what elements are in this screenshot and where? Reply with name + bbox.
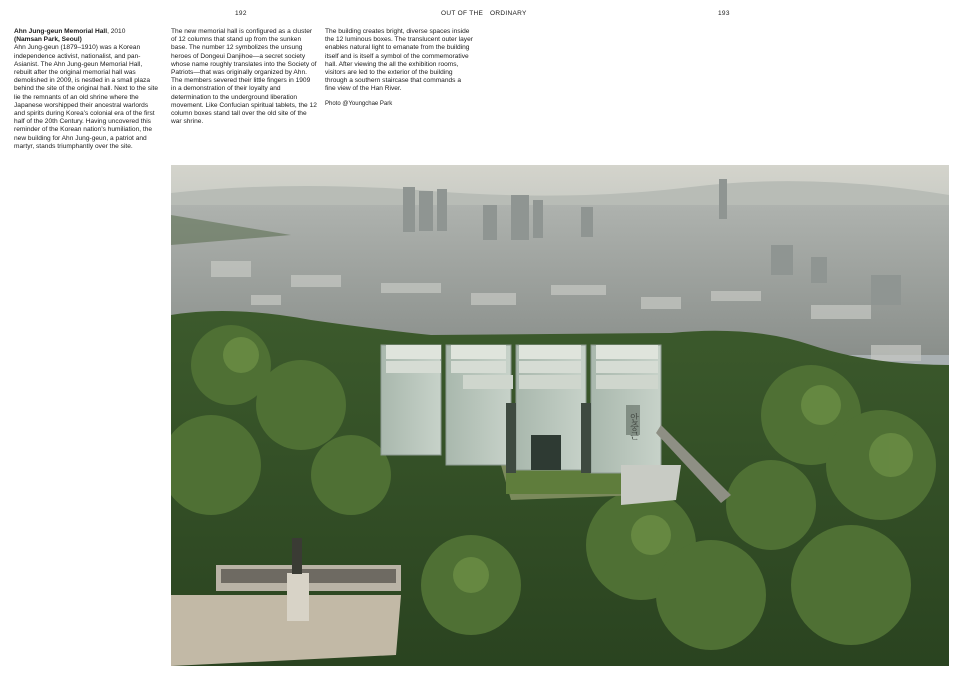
- monument-plaza: [171, 595, 401, 666]
- entrance-ramp: [621, 465, 681, 505]
- column-3-body: The building creates bright, diverse spaces inside the 12 luminous boxes. The translucent outer layer enables natural light to emanate from the building itself and is itself a symbol of the commemorative hall. After viewing the all the exhibition rooms, visitors are led to the exterior of the building through a southern staircase that commands a fine view of the Han River.: [325, 28, 473, 93]
- photo-credit: Photo @Youngchae Park: [325, 100, 393, 107]
- project-heading: [14, 28, 159, 151]
- building-signage: 안중근: [628, 413, 638, 440]
- page-number-right: 193: [718, 10, 730, 17]
- column-2-body: The new memorial hall is configured as a cluster of 12 columns that stand up from the sunken base. The number 12 symbolizes the unsung heroes of Dongeui Danjihoe—a secret society whose name roughly translates into the Society of Patriots—that was originally organized by Ahn. The members severed their little fingers in 1909 in a demonstration of their loyalty and determination to the underground liberation movement. Like Confucian spiritual tablets, the 12 column boxes stand tall over the old site of the war shrine.: [171, 28, 317, 126]
- project-year: , 2010: [107, 28, 126, 35]
- plaza-lawn: [506, 470, 626, 494]
- column-1-body: Ahn Jung-geun (1879–1910) was a Korean independence activist, nationalist, and pan-Asianist. The Ahn Jung-geun Memorial Hall, rebuilt after the original memorial hall was demolished in 2009, is nestled in a small plaza behind the site of the original hall. Next to the site lie the remnants of an old shrine where the Japanese worshipped their ancestral warlords and spirits during Korea’s colonial era of the first half of the 20th Century. Having uncovered this reminder of the Korean nation’s humiliation, the new building for Ahn Jung-geun, a patriot and martyr, stands triumphantly over the site.: [14, 44, 159, 150]
- section-title-part-1: OUT OF THE: [441, 10, 484, 17]
- statue-pedestal: [287, 573, 309, 621]
- aerial-photo-memorial-hall: [171, 165, 949, 666]
- memorial-building: [381, 345, 661, 473]
- section-title-part-2: ORDINARY: [490, 10, 527, 17]
- page-number-left: 192: [235, 10, 247, 17]
- text-column-3: [325, 28, 473, 114]
- project-title: Ahn Jung-geun Memorial Hall: [14, 28, 108, 35]
- text-column-1: [14, 28, 159, 157]
- statue: [292, 538, 302, 574]
- text-column-2: [171, 28, 317, 132]
- project-location: (Namsan Park, Seoul): [14, 36, 82, 44]
